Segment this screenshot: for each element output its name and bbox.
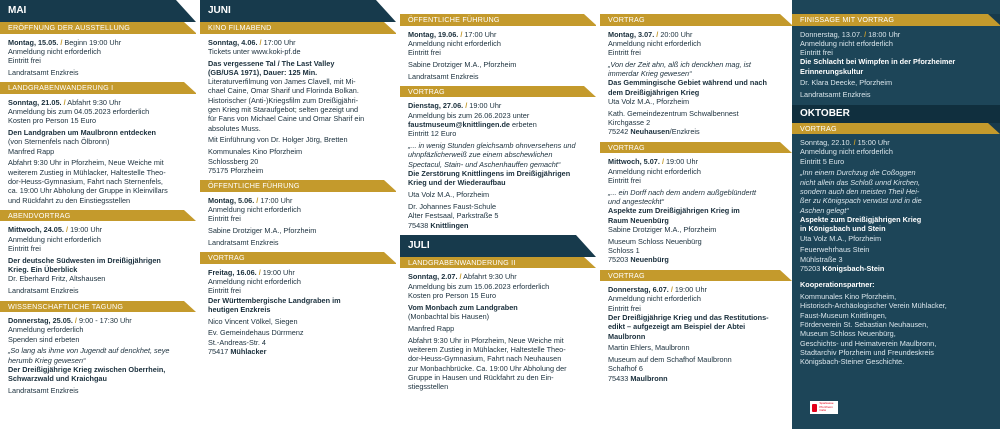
event-talk: Sonntag, 22.10. / 15:00 Uhr Anmeldung nicht erforderlich Eintritt 5 Euro „Inn einem Durchzug die Coßoggen nicht allein das Schloß unnd Kirchen, sondern auch den meisten Theil Hei- ßer zu Königspach verwüst und in die Aschen gelegt“ Aspekte zum Dreißigjährigen Krieg in Königsbach und Stein Uta Volz M.A., Pforzheim Feuerwehrhaus Stein Mühlstraße 3 75203 Königsbach-Stein — [792, 134, 1000, 278]
event-band: FINISSAGE MIT VORTRAG — [792, 14, 1000, 26]
event-time: 19:00 Uhr — [70, 225, 103, 235]
event-address: Kath. Gemeindezentrum Schwalbennest — [608, 108, 739, 118]
event-date: Freitag, 16.06. — [208, 267, 257, 277]
event-title: in Königsbach und Stein — [800, 224, 886, 234]
event-speaker: Uta Volz M.A., Pforzheim — [408, 190, 490, 200]
event-date: Sonntag, 4.06. — [208, 37, 258, 47]
event-quote: ßer zu Königspach verwüst und in die — [800, 196, 922, 206]
event-address: 75175 Pforzheim — [208, 165, 264, 175]
event-date: Dienstag, 27.06. — [408, 101, 464, 111]
event-location: Landratsamt Enzkreis — [208, 237, 279, 247]
event-postcode: 75438 — [408, 220, 431, 230]
event-city: Knittlingen — [430, 220, 469, 230]
event-address: Kommunales Kino Pforzheim — [208, 147, 303, 157]
admission-note: Eintritt frei — [8, 56, 41, 66]
event-film: Sonntag, 4.06. / 17:00 Uhr Tickets unter www.koki-pf.de Das vergessene Tal / The Last Valley (GB/USA 1971), Dauer: 125 Min. Literaturverfilmung von James Clavell, mit Mi- chael Caine, Omar Sharif und Florinda Bolkan. Historischer (Anti-)Kriegsfilm zum Dreißigjähri- gen Krieg mit Staraufgebot; selten gezeigt und für Fans von Michael Caine und Omar Sharif ein absolutes Muss. Mit Einführung von Dr. Holger Jörg, Bretten Kommunales Kino Pforzheim Schlossberg 20 75175 Pforzheim — [200, 34, 396, 181]
event-band: VORTRAG — [600, 142, 792, 154]
partner-item: Kommunales Kino Pforzheim, — [800, 292, 897, 302]
event-quote: „Von der Zeit ahn, alß ich denckhen mag, ist — [608, 59, 751, 69]
event-quote: uhnpfäzlicherweiß zue einem abschewlichen — [408, 150, 553, 160]
event-postcode: 75433 — [608, 373, 631, 383]
admission-note: Eintritt frei — [208, 286, 241, 296]
admission-note: Eintritt 12 Euro — [408, 129, 457, 139]
event-band: VORTRAG — [400, 86, 596, 98]
donation-note: Spenden sind erbeten — [8, 334, 80, 344]
event-address: Schafhof 6 — [608, 364, 643, 374]
event-description: Literaturverfilmung von James Clavell, mit Mi- — [208, 77, 356, 87]
event-time: 9:00 - 17:30 Uhr — [78, 316, 132, 326]
admission-note: Eintritt frei — [8, 244, 41, 254]
event-guided-tour: Montag, 19.06. / 17:00 Uhr Anmeldung nicht erforderlich Eintritt frei Sabine Drotziger M.A., Pforzheim Landratsamt Enzkreis — [400, 26, 596, 86]
event-title: heutigen Enzkreis — [208, 304, 271, 314]
event-subtitle: (Monbachtal bis Hausen) — [408, 312, 490, 322]
event-location: Landratsamt Enzkreis — [8, 286, 79, 296]
event-time: 19:00 Uhr — [666, 157, 699, 167]
admission-note: Eintritt frei — [608, 48, 641, 58]
event-date: Donnerstag, 6.07. — [608, 285, 669, 295]
event-description: und Rückfahrt zu den Einstiegsstellen — [8, 195, 131, 205]
event-time: Abfahrt 9:30 Uhr — [463, 272, 517, 282]
event-address: Kirchgasse 2 — [608, 118, 651, 128]
admission-note: Eintritt frei — [608, 303, 641, 313]
registration-note: Anmeldung nicht erforderlich — [800, 38, 893, 48]
event-band: VORTRAG — [600, 270, 792, 282]
event-location: Landratsamt Enzkreis — [8, 386, 79, 396]
event-date: Sonntag, 21.05. — [8, 97, 62, 107]
partner-item: Förderverein St. Sebastian Neuhausen, — [800, 319, 929, 329]
event-address: Schlossberg 20 — [208, 156, 259, 166]
event-address: Mühlstraße 3 — [800, 254, 843, 264]
event-address: Schloss 1 — [608, 245, 640, 255]
event-date: Donnerstag, 13.07. — [800, 29, 863, 39]
event-description: Gruppe in Hausen und Rückfahrt zu den Ein- — [408, 372, 554, 382]
event-date: Montag, 15.05. — [8, 37, 59, 47]
event-district: /Enzkreis — [669, 127, 700, 137]
event-postcode: 75203 — [800, 263, 823, 273]
event-city: Neuhausen — [630, 127, 670, 137]
registration-note: Anmeldung nicht erforderlich — [208, 204, 301, 214]
partner-item: Museum Schloss Neuenbürg, — [800, 329, 896, 339]
event-address: Dr. Johannes Faust-Schule — [408, 201, 497, 211]
event-quote: „Inn einem Durchzug die Coßoggen — [800, 168, 916, 178]
event-date: Sonntag, 22.10. — [800, 138, 852, 148]
event-description: weiterem Zustieg in Mühlacker, Haltestelle Theo- — [8, 167, 166, 177]
partner-item: Geschichts- und Heimatverein Maulbronn, — [800, 338, 937, 348]
event-title: Erinnerungskultur — [800, 66, 864, 76]
column-juni-juli — [400, 0, 596, 429]
event-talk: Donnerstag, 6.07. / 19:00 Uhr Anmeldung nicht erforderlich Eintritt frei Der Dreißigjährige Krieg und das Restitutions- edikt – aufgezeigt am Beispiel der Abtei Maulbronn Martin Ehlers, Maulbronn Museum auf dem Schafhof Maulbronn Schafhof 6 75433 Maulbronn — [600, 281, 792, 388]
event-talk: Mittwoch, 5.07. / 19:00 Uhr Anmeldung nicht erforderlich Eintritt frei „... ein Dorff nach dem andern außgeblündertt und angesteckht“ Aspekte zum Dreißigjährigen Krieg im Raum Neuenbürg Sabine Drotziger M.A., Pforzheim Museum Schloss Neuenbürg Schloss 1 75203 Neuenbürg — [600, 153, 792, 269]
event-time: 18:00 Uhr — [868, 29, 901, 39]
registration-note: Anmeldung nicht erforderlich — [608, 294, 701, 304]
event-date: Sonntag, 2.07. — [408, 272, 458, 282]
event-guided-tour: Montag, 5.06. / 17:00 Uhr Anmeldung nicht erforderlich Eintritt frei Sabine Drotziger M.A., Pforzheim Landratsamt Enzkreis — [200, 192, 396, 252]
event-date: Montag, 3.07. — [608, 29, 655, 39]
month-heading-oktober: OKTOBER — [792, 105, 1000, 123]
event-band: LANDGRABENWANDERUNG I — [0, 82, 196, 94]
event-description: gen Krieg mit Staraufgebot; selten gezeigt und — [208, 105, 359, 115]
registration-note: Anmeldung bis zum 15.06.2023 erforderlich — [408, 281, 550, 291]
event-time: 19:00 Uhr — [674, 285, 707, 295]
registration-note: Anmeldung nicht erforderlich — [208, 276, 301, 286]
event-title: Die Schlacht bei Wimpfen in der Pforzheimer — [800, 57, 956, 67]
event-quote: sondern auch den meisten Theil Hei- — [800, 187, 920, 197]
event-postcode: 75417 — [208, 347, 231, 357]
event-date: Mittwoch, 24.05. — [8, 225, 64, 235]
event-quote: nicht allein das Schloß unnd Kirchen, — [800, 177, 921, 187]
registration-note: Anmeldung nicht erforderlich — [608, 38, 701, 48]
event-band: KINO FILMABEND — [200, 22, 396, 34]
event-date: Mittwoch, 5.07. — [608, 157, 660, 167]
event-band: VORTRAG — [792, 123, 1000, 135]
event-quote: und angesteckht“ — [608, 196, 664, 206]
event-conference: Donnerstag, 25.05. / 9:00 - 17:30 Uhr Anmeldung erforderlich Spenden sind erbeten „So lang als ihme von Jugendt auf denckhet, seye herumb Krieg gewesen“ Der Dreißigjährige Krieg zwischen Oberrhein, Schwarzwald und Kraichgau Landratsamt Enzkreis — [0, 312, 196, 400]
registration-note: Anmeldung nicht erforderlich — [608, 166, 701, 176]
cost-note: Kosten pro Person 15 Euro — [408, 290, 497, 300]
event-time: 15:00 Uhr — [857, 138, 890, 148]
event-speaker: Nico Vincent Völkel, Siegen — [208, 316, 298, 326]
event-address: Feuerwehrhaus Stein — [800, 245, 870, 255]
event-address: Ev. Gemeindehaus Dürrmenz — [208, 328, 304, 338]
event-date: Montag, 5.06. — [208, 195, 255, 205]
column-mai — [0, 0, 196, 429]
event-title: Das Gemmingische Gebiet während und nach — [608, 78, 767, 88]
event-title: Das vergessene Tal / The Last Valley — [208, 58, 335, 68]
event-guide: Manfred Rapp — [8, 146, 55, 156]
event-title: Schwarzwald und Kraichgau — [8, 374, 107, 384]
event-opening: Montag, 15.05. / Beginn 19:00 Uhr Anmeldung nicht erforderlich Eintritt frei Landratsamt Enzkreis — [0, 34, 196, 83]
registration-email-link[interactable]: faustmuseum@knittlingen.de — [408, 120, 510, 130]
event-description: weiterem Zustieg in Mühlacker, Haltestelle Theo- — [408, 344, 566, 354]
event-description: dor-Heuss-Gymnasium, Fahrt nach Neuhausen — [408, 354, 562, 364]
event-description: chael Caine, Omar Sharif und Florinda Bolkan. — [208, 86, 359, 96]
event-quote: herumb Krieg gewesen“ — [8, 355, 86, 365]
event-band: ABENDVORTRAG — [0, 210, 196, 222]
event-description: Historischer (Anti-)Kriegsfilm zum Dreißigjähri- — [208, 95, 359, 105]
event-band: LANDGRABENWANDERUNG II — [400, 257, 596, 269]
event-description: zur Monbachbrücke. Ca. 19:00 Uhr Abholung der — [408, 363, 567, 373]
registration-note: Anmeldung nicht erforderlich — [8, 46, 101, 56]
event-talk: Dienstag, 27.06. / 19:00 Uhr Anmeldung bis zum 26.06.2023 unter faustmuseum@knittlingen.de erbeten Eintritt 12 Euro „... in wenig Stunden gleichsamb ohnversehens und uhnpfäzlicherweiß zue einem abschewlichen Spectacul, Stain- und Aschenhauffen gemacht“ Die Zerstörung Knittlingens im Dreißigjährigen Krieg und der Wiederaufbau Uta Volz M.A., Pforzheim Dr. Johannes Faust-Schule Alter Festsaal, Parkstraße 5 75438 Knittlingen — [400, 97, 596, 234]
logo-text: Pforzheim Calw — [819, 404, 833, 413]
admission-note: Eintritt frei — [208, 214, 241, 224]
event-quote: „So lang als ihme von Jugendt auf denckhet, seye — [8, 346, 170, 356]
event-title: (GB/USA 1971), Dauer: 125 Min. — [208, 67, 318, 77]
event-address: Museum auf dem Schafhof Maulbronn — [608, 355, 732, 365]
event-location: Landratsamt Enzkreis — [800, 90, 871, 100]
event-band: VORTRAG — [200, 252, 396, 264]
event-address: Alter Festsaal, Parkstraße 5 — [408, 211, 499, 221]
event-talk: Freitag, 16.06. / 19:00 Uhr Anmeldung nicht erforderlich Eintritt frei Der Württembergische Landgraben im heutigen Enzkreis Nico Vincent Völkel, Siegen Ev. Gemeindehaus Dürrmenz St.-Andreas-Str. 4 75417 Mühlacker — [200, 264, 396, 362]
sparkasse-logo — [810, 401, 838, 414]
event-time: 17:00 Uhr — [260, 195, 293, 205]
event-description: für Fans von Michael Caine und Omar Sharif ein — [208, 114, 365, 124]
event-time: 20:00 Uhr — [660, 29, 693, 39]
event-title: dem Dreißigjährigen Krieg — [608, 87, 700, 97]
registration-note: erbeten — [510, 120, 537, 130]
cooperation-partners — [792, 278, 1000, 371]
event-time: Abfahrt 9:30 Uhr — [67, 97, 121, 107]
event-title: Aspekte zum Dreißigjährigen Krieg im — [608, 206, 740, 216]
event-quote: immerdar Krieg gewesen“ — [608, 69, 692, 79]
partner-item: Faust-Museum Knittlingen, — [800, 310, 887, 320]
registration-note: Anmeldung bis zum 04.05.2023 erforderlich — [8, 106, 150, 116]
event-quote: Aschen gelegt“ — [800, 205, 849, 215]
event-finissage: Donnerstag, 13.07. / 18:00 Uhr Anmeldung nicht erforderlich Eintritt frei Die Schlacht bei Wimpfen in der Pforzheimer Erinnerungskultur Dr. Klara Deecke, Pforzheim Landratsamt Enzkreis — [792, 26, 1000, 105]
event-quote: Spectacul, Stain- und Aschenhauffen gemacht“ — [408, 159, 561, 169]
event-title: Der deutsche Südwesten im Dreißigjährigen — [8, 255, 161, 265]
column-juni — [200, 0, 396, 429]
event-title: Krieg und der Wiederaufbau — [408, 178, 506, 188]
event-title: Vom Monbach zum Landgraben — [408, 302, 518, 312]
event-evening-talk: Mittwoch, 24.05. / 19:00 Uhr Anmeldung nicht erforderlich Eintritt frei Der deutsche Südwesten im Dreißigjährigen Krieg. Ein Überblick Dr. Eberhard Fritz, Altshausen Landratsamt Enzkreis — [0, 221, 196, 300]
event-time: 19:00 Uhr — [262, 267, 295, 277]
event-hike-2: Sonntag, 2.07. / Abfahrt 9:30 Uhr Anmeldung bis zum 15.06.2023 erforderlich Kosten pro Person 15 Euro Vom Monbach zum Landgraben (Monbachtal bis Hausen) Manfred Rapp Abfahrt 9:30 Uhr in Pforzheim, Neue Weiche mit weiterem Zustieg in Mühlacker, Haltestelle Theo- dor-Heuss-Gymnasium, Fahrt nach Neuhausen zur Monbachbrücke. Ca. 19:00 Uhr Abholung der Gruppe in Hausen und Rückfahrt zu den Ein- stiegsstellen — [400, 268, 596, 396]
column-juli — [600, 0, 792, 429]
event-guide: Sabine Drotziger M.A., Pforzheim — [408, 59, 517, 69]
admission-note: Eintritt frei — [608, 175, 641, 185]
event-quote: „... ein Dorff nach dem andern außgeblündertt — [608, 187, 757, 197]
event-time: 19:00 Uhr — [469, 101, 502, 111]
event-speaker: Dr. Eberhard Fritz, Altshausen — [8, 274, 106, 284]
event-title: Krieg. Ein Überblick — [8, 265, 78, 275]
event-time: 17:00 Uhr — [263, 37, 296, 47]
month-heading-juli: JULI — [400, 235, 596, 257]
event-description: ca. 19:00 Uhr Abholung der Gruppe in Kleinvillars — [8, 186, 168, 196]
event-band: WISSENSCHAFTLICHE TAGUNG — [0, 301, 196, 313]
event-date: Donnerstag, 25.05. — [8, 316, 73, 326]
event-title: Der Württembergische Landgraben im — [208, 295, 341, 305]
event-speaker: Martin Ehlers, Maulbronn — [608, 343, 690, 353]
event-intro: Mit Einführung von Dr. Holger Jörg, Bretten — [208, 135, 348, 145]
registration-note: Anmeldung nicht erforderlich — [408, 38, 501, 48]
event-time: Beginn 19:00 Uhr — [64, 37, 122, 47]
sparkasse-logo-icon — [812, 404, 817, 412]
partner-item: Historisch-Archäologischer Verein Mühlacker, — [800, 301, 947, 311]
registration-note: Anmeldung erforderlich — [8, 325, 84, 335]
event-band: VORTRAG — [600, 14, 792, 26]
event-quote: „... in wenig Stunden gleichsamb ohnversehens und — [408, 141, 576, 151]
event-band: ÖFFENTLICHE FÜHRUNG — [400, 14, 596, 26]
registration-note: Anmeldung bis zum 26.06.2023 unter — [408, 110, 530, 120]
event-description: Abfahrt 9:30 Uhr in Pforzheim, Neue Weiche mit — [8, 158, 164, 168]
event-description: absolutes Muss. — [208, 123, 261, 133]
month-heading-mai: MAI — [0, 0, 196, 22]
event-address: St.-Andreas-Str. 4 — [208, 337, 266, 347]
event-title: Die Zerstörung Knittlingens im Dreißigjährigen — [408, 169, 571, 179]
event-city: Maulbronn — [630, 373, 668, 383]
event-date: Montag, 19.06. — [408, 29, 459, 39]
event-guide: Manfred Rapp — [408, 323, 455, 333]
event-title: Den Landgraben um Maulbronn entdecken — [8, 128, 156, 138]
event-description: stiegsstellen — [408, 382, 449, 392]
event-band: ERÖFFNUNG DER AUSSTELLUNG — [0, 22, 196, 34]
registration-note: Anmeldung nicht erforderlich — [8, 234, 101, 244]
event-speaker: Sabine Drotziger M.A., Pforzheim — [608, 224, 717, 234]
admission-note: Eintritt frei — [408, 48, 441, 58]
ticket-link[interactable]: Tickets unter www.koki-pf.de — [208, 46, 301, 56]
event-city: Mühlacker — [230, 347, 267, 357]
column-finissage-oktober — [792, 0, 1000, 429]
event-description: Abfahrt 9:30 Uhr in Pforzheim, Neue Weiche mit — [408, 335, 564, 345]
month-heading-juni: JUNI — [200, 0, 396, 22]
event-title: Raum Neuenbürg — [608, 215, 669, 225]
admission-note: Eintritt frei — [800, 48, 833, 58]
partner-item: Königsbach-Steiner Geschichte. — [800, 357, 905, 367]
registration-note: Anmeldung nicht erforderlich — [800, 147, 893, 157]
event-title: Der Dreißigjährige Krieg und das Restitutions- — [608, 312, 769, 322]
event-city: Königsbach-Stein — [822, 263, 885, 273]
event-title: Der Dreißigjährige Krieg zwischen Oberrhein, — [8, 365, 166, 375]
event-city: Neuenbürg — [630, 255, 669, 265]
event-hike-1: Sonntag, 21.05. / Abfahrt 9:30 Uhr Anmeldung bis zum 04.05.2023 erforderlich Kosten pro Person 15 Euro Den Landgraben um Maulbronn entdecken (von Sternenfels nach Ölbronn) Manfred Rapp Abfahrt 9:30 Uhr in Pforzheim, Neue Weiche mit weiterem Zustieg in Mühlacker, Haltestelle Theo- dor-Heuss-Gymnasium, Fahrt nach Sternenfels, ca. 19:00 Uhr Abholung der Gruppe in Kleinvillars und Rückfahrt zu den Einstiegsstellen — [0, 94, 196, 210]
logo-text: Sparkasse — [819, 401, 834, 406]
event-subtitle: (von Sternenfels nach Ölbronn) — [8, 137, 110, 147]
admission-note: Eintritt 5 Euro — [800, 156, 845, 166]
partners-heading: Kooperationspartner: — [800, 280, 875, 290]
event-title: Maulbronn — [608, 331, 646, 341]
partner-item: Stadtarchiv Pforzheim und Freundeskreis — [800, 347, 934, 357]
event-guide: Sabine Drotziger M.A., Pforzheim — [208, 226, 317, 236]
event-time: 17:00 Uhr — [464, 29, 497, 39]
event-location: Landratsamt Enzkreis — [8, 67, 79, 77]
event-band: ÖFFENTLICHE FÜHRUNG — [200, 180, 396, 192]
event-description: dor-Heuss-Gymnasium, Fahrt nach Sternenfels, — [8, 177, 163, 187]
event-title: edikt – aufgezeigt am Beispiel der Abtei — [608, 322, 746, 332]
event-speaker: Uta Volz M.A., Pforzheim — [608, 97, 690, 107]
event-speaker: Dr. Klara Deecke, Pforzheim — [800, 78, 893, 88]
event-address: Museum Schloss Neuenbürg — [608, 236, 702, 246]
event-title: Aspekte zum Dreißigjährigen Krieg — [800, 214, 922, 224]
event-postcode: 75242 — [608, 127, 631, 137]
event-talk: Montag, 3.07. / 20:00 Uhr Anmeldung nicht erforderlich Eintritt frei „Von der Zeit ahn, alß ich denckhen mag, ist immerdar Krieg gewesen“ Das Gemmingische Gebiet während und nach dem Dreißigjährigen Krieg Uta Volz M.A., Pforzheim Kath. Gemeindezentrum Schwalbennest Kirchgasse 2 75242 Neuhausen/Enzkreis — [600, 26, 792, 142]
event-location: Landratsamt Enzkreis — [408, 71, 479, 81]
cost-note: Kosten pro Person 15 Euro — [8, 116, 97, 126]
event-postcode: 75203 — [608, 255, 631, 265]
event-speaker: Uta Volz M.A., Pforzheim — [800, 233, 882, 243]
